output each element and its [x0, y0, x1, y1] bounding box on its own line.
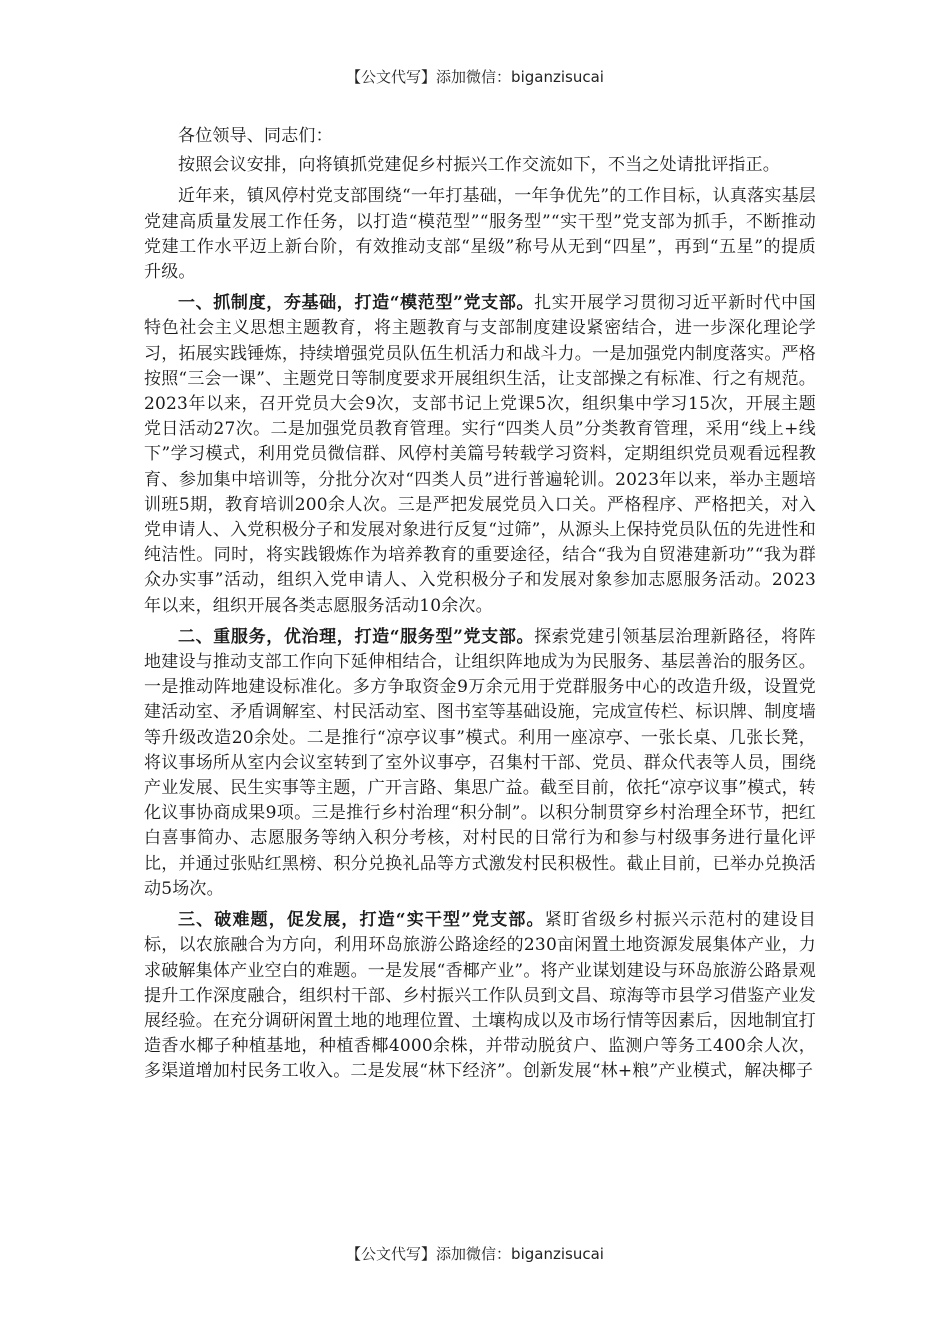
- section-heading-3: 三、破难题，促发展，打造“实干型”党支部。: [178, 910, 545, 931]
- page-footer: 【公文代写】添加微信：biganzisucai: [346, 1245, 604, 1263]
- section-heading-2: 二、重服务，优治理，打造“服务型”党支部。: [178, 626, 535, 647]
- section-body-1: 扎实开展学习贯彻习近平新时代中国特色社会主义思想主题教育，将主题教育与支部制度建设紧密结合，进一步深化理论学习，拓展实践锤炼，持续增强党员队伍生机活力和战斗力。一是加强党内制度落实。严格按照“三会一课”、主题党日等制度要求开展组织生活，让支部操之有标准、行之有规范。2023年以来，召开党员大会9次，支部书记上党课5次，组织集中学习15次，开展主题党日活动27次。二是加强党员教育管理。实行“四类人员”分类教育管理，采用“线上+线下”学习模式，利用党员微信群、风停村美篇号转载学习资料，定期组织党员观看远程教育、参加集中培训等，分批分次对“四类人员”进行普遍轮训。2023年以来，举办主题培训班5期，教育培训200余人次。三是严把发展党员入口关。严格程序、严格把关，对入党申请人、入党积极分子和发展对象进行反复“过筛”，从源头上保持党员队伍的先进性和纯洁性。同时，将实践锻炼作为培养教育的重要途径，结合“我为自贸港建新功”“我为群众办实事”活动，组织入党申请人、入党积极分子和发展对象参加志愿服务活动。2023年以来，组织开展各类志愿服务活动10余次。: [144, 293, 816, 616]
- section-heading-1: 一、抓制度，夯基础，打造“模范型”党支部。: [178, 293, 535, 314]
- overview-paragraph: 近年来，镇风停村党支部围绕“一年打基础，一年争优先”的工作目标，认真落实基层党建高质量发展工作任务，以打造“模范型”“服务型”“实干型”党支部为抓手，不断推动党建工作水平迈上新台阶，有效推动支部“星级”称号从无到“四星”，再到“五星”的提质升级。: [144, 186, 816, 283]
- intro-paragraph: 按照会议安排，向将镇抓党建促乡村振兴工作交流如下，不当之处请批评指正。: [178, 155, 780, 176]
- page-header: 【公文代写】添加微信：biganzisucai: [346, 68, 604, 86]
- section-paragraph-2: [144, 625, 816, 902]
- section-body-3: 紧盯省级乡村振兴示范村的建设目标，以农旅融合为方向，利用环岛旅游公路途经的230亩闲置土地资源发展集体产业，力求破解集体产业空白的难题。一是发展“香椰产业”。将产业谋划建设与环岛旅游公路景观提升工作深度融合，组织村干部、乡村振兴工作队员到文昌、琼海等市县学习借鉴产业发展经验。在充分调研闲置土地的地理位置、土壤构成以及市场行情等因素后，因地制宜打造香水椰子种植基地，种植香椰4000余株，并带动脱贫户、监测户等务工400余人次，多渠道增加村民务工收入。二是发展“林下经济”。创新发展“林+粮”产业模式，解决椰子: [144, 910, 816, 1082]
- document-body: [144, 124, 816, 1091]
- section-body-2: 探索党建引领基层治理新路径，将阵地建设与推动支部工作向下延伸相结合，让组织阵地成为为民服务、基层善治的服务区。一是推动阵地建设标准化。多方争取资金9万余元用于党群服务中心的改造升级，设置党建活动室、矛盾调解室、村民活动室、图书室等基础设施，完成宣传栏、标识牌、制度墙等升级改造20余处。二是推行“凉亭议事”模式。利用一座凉亭、一张长桌、几张长凳，将议事场所从室内会议室转到了室外议事亭，召集村干部、党员、群众代表等人员，围绕产业发展、民生实事等主题，广开言路、集思广益。截至目前，依托“凉亭议事”模式，转化议事协商成果9项。三是推行乡村治理“积分制”。以积分制贯穿乡村治理全环节，把红白喜事简办、志愿服务等纳入积分考核，对村民的日常行为和参与村级事务进行量化评比，并通过张贴红黑榜、积分兑换礼品等方式激发村民积极性。截止目前，已举办兑换活动5场次。: [144, 626, 816, 899]
- salutation: 各位领导、同志们：: [178, 126, 333, 146]
- section-paragraph-1: [144, 291, 816, 619]
- section-paragraph-3: [144, 908, 816, 1084]
